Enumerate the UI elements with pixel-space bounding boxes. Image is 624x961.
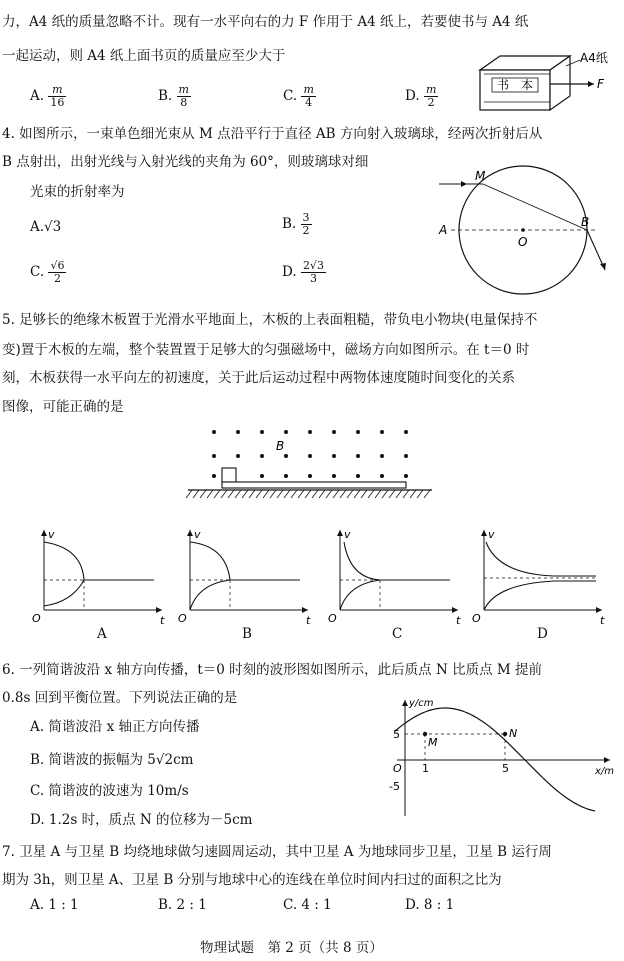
graph-c-label: C [392,626,403,642]
frac-num: m [48,84,66,97]
field-dot [332,430,336,434]
board-curve [44,542,84,580]
option-letter: C. [283,88,298,104]
hatch-line [368,490,374,498]
field-label: B [276,439,285,453]
frac-num: m [303,83,314,96]
hatch-line [221,490,227,498]
tick-x5: 5 [502,762,509,775]
frac-den: 2 [427,96,435,109]
hatch-line [333,490,339,498]
q7-option-a[interactable]: A. 1 : 1 [30,897,79,913]
origin-label: O [393,762,402,775]
frac-num: 3 [302,211,310,224]
block-curve [340,580,380,610]
option-letter: A. [30,88,45,104]
frac-num: 2√3 [302,259,324,272]
frac-den: 16 [50,96,65,109]
q3-line1: 力，A4 纸的质量忽略不计。现有一水平向右的力 F 作用于 A4 纸上，若要使书与 A4 纸 [2,14,529,30]
q7-option-d[interactable]: D. 8 : 1 [405,897,455,913]
arrow-head [604,757,610,763]
hatch-line [284,490,290,498]
hatch-line [354,490,360,498]
arrow-head [481,530,487,536]
field-dot [404,430,408,434]
q4-line3: 光束的折射率为 [30,184,125,200]
arrow-head [156,607,162,613]
v-axis-label: v [194,528,201,541]
q7-option-c[interactable]: C. 4 : 1 [283,897,332,913]
x-axis-label: x/m [595,766,615,777]
hatch-line [312,490,318,498]
hatch-line [207,490,213,498]
label-o: O [518,235,528,249]
frac-den: 8 [180,96,188,109]
q4-line1: 4. 如图所示，一束单色细光束从 M 点沿平行于直径 AB 方向射入玻璃球，经两次折射后从 [2,126,543,142]
option-letter: B. [158,88,173,104]
arrow-head [41,530,47,536]
hatch-line [305,490,311,498]
hatch-line [228,490,234,498]
q4-option-d[interactable] [282,260,326,285]
t-axis-label: t [160,614,165,627]
hatch-line [298,490,304,498]
arrow-head [302,607,308,613]
graph-d-label: D [537,626,548,642]
block-curve [190,580,230,610]
q5-line1: 5. 足够长的绝缘木板置于光滑水平地面上，木板的上表面粗糙，带负电小物块(电量保持不 [2,312,538,328]
hatch-line [389,490,395,498]
field-dot [284,474,288,478]
field-dot [308,454,312,458]
q5-line3: 刻，木板获得一水平向左的初速度，关于此后运动过程中两物体速度随时间变化的关系 [2,370,515,386]
hatch-line [424,490,430,498]
field-dot [260,454,264,458]
q6-option-a[interactable]: A. 简谐波沿 x 轴正方向传播 [30,719,200,735]
hatch-line [249,490,255,498]
label-b: B [581,215,590,229]
graph-a-label: A [97,626,107,642]
wave-graph [375,690,615,830]
arrow-head [600,263,606,270]
y-axis-label: y/cm [409,698,434,709]
q6-option-c[interactable]: C. 简谐波的波速为 10m/s [30,783,189,799]
q6-option-b[interactable]: B. 简谐波的振幅为 5√2cm [30,752,194,768]
arrow-head [337,530,343,536]
origin-label: O [328,612,337,625]
q3-option-b[interactable] [158,84,191,109]
graph-b-label: B [242,626,252,642]
field-dot [380,474,384,478]
hatch-line [319,490,325,498]
hatch-line [291,490,297,498]
t-axis-label: t [600,614,605,627]
field-dots [212,430,408,478]
force-label: F [597,77,604,91]
option-letter: D. [405,88,420,104]
field-dot [212,454,216,458]
hatch-line [403,490,409,498]
frac-den: 3 [309,272,317,285]
field-dot [332,454,336,458]
wooden-board [222,482,406,488]
hatch-line [361,490,367,498]
frac-den: 2 [53,272,61,285]
hatch-line [200,490,206,498]
hatch-line [242,490,248,498]
tick-yneg5: -5 [389,780,400,793]
sphere-figure [435,160,615,300]
hatch-line [347,490,353,498]
option-letter: D. [282,264,297,280]
v-axis-label: v [344,528,351,541]
label-m: M [475,169,486,183]
board-curve [344,542,380,580]
frac-num: m [425,83,437,96]
q3-option-c[interactable] [283,84,316,109]
q5-line2: 变)置于木板的左端，整个装置置于足够大的匀强磁场中，磁场方向如图所示。在 t＝0 时 [2,342,530,358]
hatch-line [277,490,283,498]
hatch-line [193,490,199,498]
q7-line2: 期为 3h，则卫星 A、卫星 B 分别与地球中心的连线在单位时间内扫过的面积之比为 [2,872,502,888]
hatch-line [270,490,276,498]
q3-option-d[interactable] [405,84,438,109]
q6-option-d[interactable]: D. 1.2s 时，质点 N 的位移为－5cm [30,812,253,828]
arrow-head [452,607,458,613]
v-axis-label: v [48,528,55,541]
field-dot [236,430,240,434]
q7-option-b[interactable]: B. 2 : 1 [158,897,207,913]
field-dot [332,474,336,478]
field-dot [380,430,384,434]
q4-line2: B 点射出，出射光线与入射光线的夹角为 60°，则玻璃球对细 [2,154,369,170]
q3-line2: 一起运动，则 A4 纸上面书页的质量应至少大于 [2,48,286,64]
field-dot [212,474,216,478]
arrow-head [187,530,193,536]
small-block [222,468,236,482]
a4-label: A4纸 [580,51,608,65]
center-point [521,228,525,232]
tick-y5: 5 [393,728,400,741]
hatch-line [326,490,332,498]
field-dot [356,454,360,458]
field-dot [284,430,288,434]
hatch-line [340,490,346,498]
field-figure [186,420,436,510]
field-dot [308,474,312,478]
q6-line1: 6. 一列简谐波沿 x 轴方向传播，t＝0 时刻的波形图如图所示，此后质点 N 比质点 M 提前 [2,662,542,678]
page-footer: 物理试题 第 2 页（共 8 页） [200,940,383,956]
t-axis-label: t [306,614,311,627]
ground-hatch [186,490,430,498]
book-figure [470,50,620,118]
field-dot [212,430,216,434]
origin-label: O [472,612,481,625]
t-axis-label: t [456,614,461,627]
field-dot [260,474,264,478]
field-dot [404,454,408,458]
arrow-head [461,181,467,187]
q3-option-a[interactable] [30,84,66,109]
field-dot [380,454,384,458]
board-curve [486,542,596,576]
q4-option-c[interactable] [30,260,66,285]
frac-den: 4 [305,96,313,109]
hatch-line [235,490,241,498]
q4-option-b[interactable] [282,212,312,237]
arrow-head [402,700,408,706]
hatch-line [375,490,381,498]
q7-line1: 7. 卫星 A 与卫星 B 均绕地球做匀速圆周运动，其中卫星 A 为地球同步卫星，卫星 B 运行周 [2,844,552,860]
field-dot [236,454,240,458]
option-letter: C. [30,264,45,280]
label-n: N [509,727,518,740]
hatch-line [382,490,388,498]
field-dot [404,474,408,478]
origin-label: O [32,612,41,625]
field-dot [308,430,312,434]
field-dot [260,430,264,434]
q6-line2: 0.8s 回到平衡位置。下列说法正确的是 [2,690,238,706]
arrow-head [596,607,602,613]
hatch-line [214,490,220,498]
board-curve [190,542,230,580]
tick-x1: 1 [422,762,429,775]
refracted-ray [483,184,590,230]
option-letter: B. [282,216,297,232]
option-text: √3 [44,219,62,235]
hatch-line [410,490,416,498]
point-n [503,732,507,736]
frac-num: m [178,83,189,96]
hatch-line [396,490,402,498]
frac-den: 2 [302,224,310,237]
point-m [423,732,427,736]
label-m: M [428,736,438,749]
vt-graphs [0,520,624,650]
hatch-line [263,490,269,498]
field-dot [356,430,360,434]
origin-label: O [178,612,187,625]
book-text: 书 本 [496,78,534,92]
label-a: A [439,223,448,237]
frac-num: √6 [50,259,65,272]
option-letter: A. [30,219,45,235]
hatch-line [186,490,192,498]
q5-line4: 图像，可能正确的是 [2,399,124,415]
q4-option-a[interactable] [30,219,61,235]
field-dot [356,474,360,478]
hatch-line [417,490,423,498]
v-axis-label: v [488,528,495,541]
block-curve [44,580,84,606]
field-dot [284,454,288,458]
arrow-head [588,81,594,87]
hatch-line [256,490,262,498]
block-curve [484,581,596,610]
